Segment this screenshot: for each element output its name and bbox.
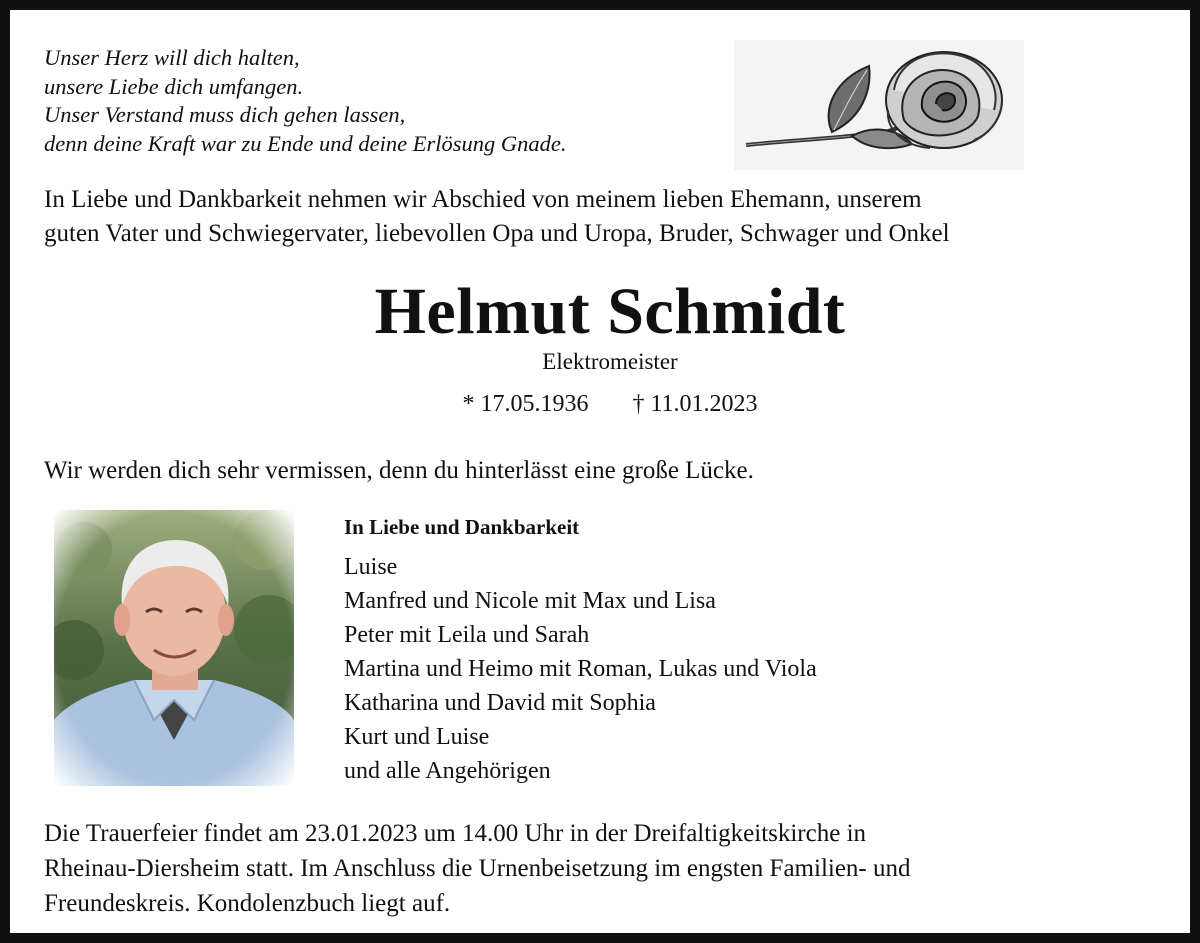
poem-line: Unser Verstand muss dich gehen lassen,	[44, 102, 406, 127]
intro-text	[44, 183, 1174, 251]
family-member: Katharina und David mit Sophia	[344, 690, 656, 716]
death-date: † 11.01.2023	[632, 391, 758, 417]
family-list	[344, 510, 817, 788]
family-member: Kurt und Luise	[344, 724, 490, 750]
birth-date: * 17.05.1936	[462, 391, 589, 417]
intro-line: In Liebe und Dankbarkeit nehmen wir Abschied von meinem lieben Ehemann, unserem	[44, 186, 922, 213]
funeral-line: Freundeskreis. Kondolenzbuch liegt auf.	[44, 890, 451, 917]
family-member: und alle Angehörigen	[344, 758, 551, 784]
poem-line: unsere Liebe dich umfangen.	[44, 73, 304, 99]
funeral-line: Rheinau-Diersheim statt. Im Anschluss die Urnenbeisetzung im engsten Familien- und	[44, 855, 911, 882]
family-member: Martina und Heimo mit Roman, Lukas und Viola	[344, 656, 817, 682]
life-dates	[10, 388, 1200, 420]
portrait-photo	[54, 510, 294, 786]
missing-text: Wir werden dich sehr vermissen, denn du hinterlässt eine große Lücke.	[44, 457, 754, 484]
rose-icon	[734, 40, 1024, 170]
poem-line: denn deine Kraft war zu Ende und deine Erlösung Gnade.	[44, 130, 567, 156]
deceased-profession: Elektromeister	[542, 349, 678, 374]
deceased-name: Helmut Schmidt	[374, 275, 846, 348]
family-member: Manfred und Nicole mit Max und Lisa	[344, 588, 716, 614]
funeral-details	[44, 816, 1174, 921]
family-member: Luise	[344, 554, 398, 580]
poem-line: Unser Herz will dich halten,	[44, 45, 300, 70]
funeral-line: Die Trauerfeier findet am 23.01.2023 um 14.00 Uhr in der Dreifaltigkeitskirche in	[44, 820, 867, 847]
intro-line: guten Vater und Schwiegervater, liebevollen Opa und Uropa, Bruder, Schwager und Onkel	[44, 220, 950, 247]
family-heading: In Liebe und Dankbarkeit	[344, 515, 580, 539]
poem	[44, 44, 566, 158]
family-member: Peter mit Leila und Sarah	[344, 622, 590, 648]
